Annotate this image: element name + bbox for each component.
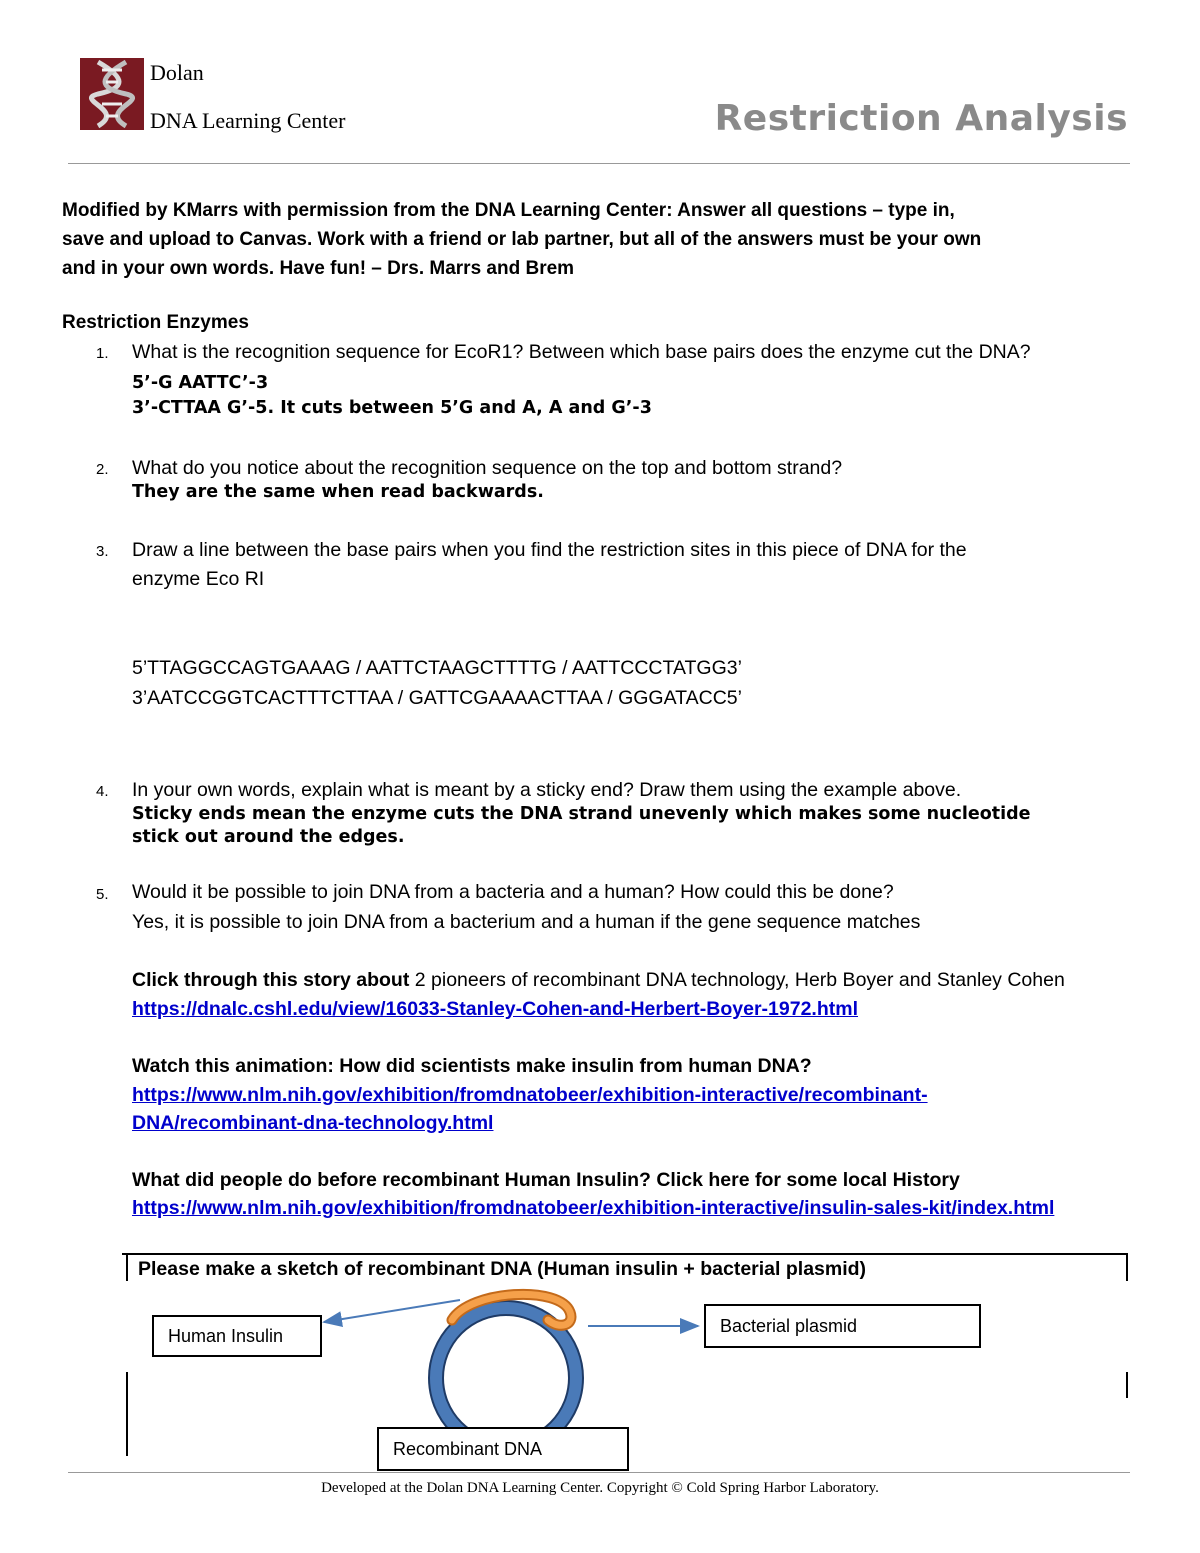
resource-1-bold: Click through this story about: [132, 969, 415, 991]
question-1-number: 1.: [96, 345, 109, 362]
question-5-number: 5.: [96, 886, 109, 903]
page-title: Restriction Analysis: [714, 98, 1128, 139]
sketch-title: Please make a sketch of recombinant DNA (Human insulin + bacterial plasmid): [138, 1258, 867, 1280]
label-bacterial-plasmid: Bacterial plasmid: [704, 1304, 981, 1348]
resource-1-link[interactable]: https://dnalc.cshl.edu/view/16033-Stanley-Cohen-and-Herbert-Boyer-1972.html: [132, 998, 859, 1020]
resource-2-link-line-1[interactable]: https://www.nlm.nih.gov/exhibition/fromdnatobeer/exhibition-interactive/recombinant-: [132, 1084, 928, 1106]
logo-line-2: DNA Learning Center: [150, 108, 346, 133]
question-1-answer-line-1: 5’-G AATTC’-3: [132, 373, 269, 393]
label-recombinant-dna: Recombinant DNA: [377, 1427, 629, 1471]
question-3-number: 3.: [96, 543, 109, 560]
dna-sequence-bottom-strand: 3’AATCCGGTCACTTTCTTAA / GATTCGAAAACTTAA / GGGATACC5’: [132, 687, 742, 709]
question-5-text: Would it be possible to join DNA from a bacteria and a human? How could this be done?: [132, 881, 894, 903]
question-5-answer: Yes, it is possible to join DNA from a bacterium and a human if the gene sequence matches: [132, 911, 921, 933]
intro-line-3: and in your own words. Have fun! – Drs. Marrs and Brem: [62, 258, 575, 279]
question-1-answer-line-2: 3’-CTTAA G’-5. It cuts between 5’G and A, A and G’-3: [132, 398, 652, 418]
question-2-text: What do you notice about the recognition sequence on the top and bottom strand?: [132, 457, 843, 479]
question-3-text-line-1: Draw a line between the base pairs when you find the restriction sites in this piece of DNA for the: [132, 539, 967, 561]
arrow-to-human-insulin: [324, 1300, 460, 1322]
intro-line-2: save and upload to Canvas. Work with a friend or lab partner, but all of the answers must be your own: [62, 229, 982, 250]
section-title: Restriction Enzymes: [62, 312, 249, 333]
footer-divider: [68, 1472, 1130, 1473]
logo-line-1: Dolan: [150, 60, 204, 85]
resource-1-rest: 2 pioneers of recombinant DNA technology, Herb Boyer and Stanley Cohen: [414, 969, 1065, 991]
footer-copyright: Developed at the Dolan DNA Learning Center. Copyright © Cold Spring Harbor Laboratory.: [321, 1480, 879, 1496]
question-2-number: 2.: [96, 461, 109, 478]
question-4-answer-line-1: Sticky ends mean the enzyme cuts the DNA strand unevenly which makes some nucleotide: [132, 804, 1031, 824]
resource-3-text: What did people do before recombinant Human Insulin? Click here for some local History: [132, 1169, 960, 1191]
question-4-answer-line-2: stick out around the edges.: [132, 827, 405, 847]
resource-2-link-line-2[interactable]: DNA/recombinant-dna-technology.html: [132, 1112, 494, 1134]
dna-sequence-top-strand: 5’TTAGGCCAGTGAAAG / AATTCTAAGCTTTTG / AATTCCCTATGG3’: [132, 657, 742, 679]
question-1-text: What is the recognition sequence for EcoR1? Between which base pairs does the enzyme cut the DNA?: [132, 341, 1031, 363]
question-4-number: 4.: [96, 783, 109, 800]
resource-3-link[interactable]: https://www.nlm.nih.gov/exhibition/fromdnatobeer/exhibition-interactive/insulin-sales-kit/index.html: [132, 1197, 1055, 1219]
question-2-answer: They are the same when read backwards.: [132, 482, 544, 502]
label-human-insulin: Human Insulin: [152, 1315, 322, 1357]
question-3-text-line-2: enzyme Eco RI: [132, 568, 265, 590]
question-4-text: In your own words, explain what is meant by a sticky end? Draw them using the example above.: [132, 779, 962, 801]
intro-line-1: Modified by KMarrs with permission from the DNA Learning Center: Answer all questions – type in,: [62, 200, 955, 221]
resource-2-text: Watch this animation: How did scientists make insulin from human DNA?: [132, 1055, 812, 1077]
